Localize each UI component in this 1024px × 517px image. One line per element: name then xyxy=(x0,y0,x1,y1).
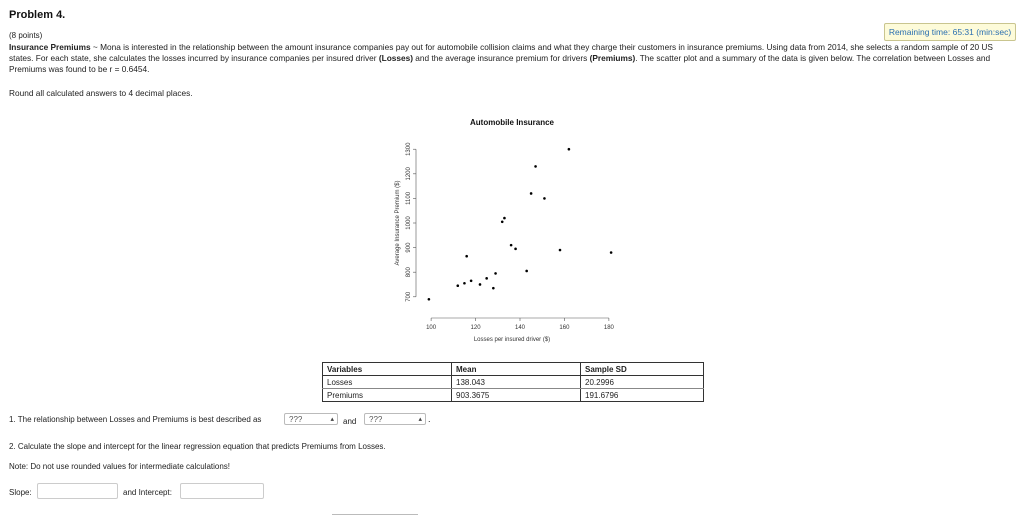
scatter-point xyxy=(465,255,468,258)
cell-sd: 20.2996 xyxy=(581,376,704,389)
description-mid: and the average insurance premium for drivers xyxy=(412,53,590,63)
x-tick-label: 180 xyxy=(603,325,614,331)
y-tick-label: 1300 xyxy=(406,142,412,156)
topic-label: Insurance Premiums xyxy=(9,42,91,52)
description-end: . The scatter plot and a summary of the data is given below. The correlation between Losses and Premiums was found to be r = 0.6454. xyxy=(9,53,991,74)
scatter-point xyxy=(463,282,466,285)
scatter-point xyxy=(494,272,497,275)
x-tick-label: 100 xyxy=(426,325,437,331)
question-2-text: 2. Calculate the slope and intercept for the linear regression equation that predicts Premiums from Losses. xyxy=(9,442,386,451)
chart-title: Automobile Insurance xyxy=(469,118,555,127)
scatter-point xyxy=(456,284,459,287)
y-tick-label: 1100 xyxy=(406,191,412,205)
summary-table xyxy=(322,362,704,402)
select-arrows-icon: ▴ xyxy=(330,416,334,423)
scatter-plot xyxy=(390,108,634,352)
scatter-point xyxy=(530,192,533,195)
y-tick-label: 1200 xyxy=(406,167,412,181)
problem-description xyxy=(9,42,1017,75)
y-tick-label: 800 xyxy=(406,267,412,278)
points-label: (8 points) xyxy=(9,31,43,40)
rounding-instruction: Round all calculated answers to 4 decimal places. xyxy=(9,88,193,98)
header-sample-sd: Sample SD xyxy=(581,363,704,376)
scatter-point xyxy=(470,279,473,282)
x-axis-label: Losses per insured driver ($) xyxy=(473,337,551,343)
select-arrows-icon: ▴ xyxy=(418,416,422,423)
table-row xyxy=(323,376,704,389)
scatter-point xyxy=(492,287,495,290)
x-tick-label: 120 xyxy=(470,325,481,331)
scatter-point xyxy=(501,220,504,223)
table-row xyxy=(323,389,704,402)
y-axis-label: Average Insurance Premium ($) xyxy=(395,180,401,266)
scatter-point xyxy=(510,244,513,247)
y-tick-label: 1000 xyxy=(406,216,412,230)
scatter-point xyxy=(503,217,506,220)
header-variables: Variables xyxy=(323,363,452,376)
scatter-point xyxy=(428,298,431,301)
premiums-term: (Premiums) xyxy=(589,53,636,63)
slope-label: Slope: xyxy=(9,488,32,497)
remaining-time-badge: Remaining time: 65:31 (min:sec) xyxy=(884,23,1016,41)
description-text: ~ Mona is interested in the relationship between the amount insurance companies pay out for automobile collision claims and what they charge their customers in insurance premiums. Using data from 2014, she selects a random sample of 20 US states. For each state, she calculates the losses incurred by insurance companies per insured driver xyxy=(9,42,993,63)
scatter-point xyxy=(479,283,482,286)
question-1-period: . xyxy=(428,414,431,424)
question-1-text: 1. The relationship between Losses and Premiums is best described as xyxy=(9,415,262,424)
cell-sd: 191.6796 xyxy=(581,389,704,402)
intercept-label: and Intercept: xyxy=(123,488,172,497)
scatter-point xyxy=(525,270,528,273)
scatter-point xyxy=(485,277,488,280)
relationship-select-2[interactable] xyxy=(364,413,426,425)
losses-term: (Losses) xyxy=(378,53,413,63)
scatter-point xyxy=(559,249,562,252)
cell-mean: 903.3675 xyxy=(452,389,581,402)
select-2-value: ??? xyxy=(369,415,383,424)
cell-variable: Premiums xyxy=(323,389,452,402)
relationship-select-1[interactable] xyxy=(284,413,338,425)
cell-variable: Losses xyxy=(323,376,452,389)
scatter-point xyxy=(610,251,613,254)
scatter-point xyxy=(543,197,546,200)
summary-header-row xyxy=(323,363,704,376)
y-tick-label: 700 xyxy=(406,291,412,302)
x-tick-label: 160 xyxy=(559,325,570,331)
scatter-point xyxy=(514,248,517,251)
intercept-input[interactable] xyxy=(180,483,264,499)
cell-mean: 138.043 xyxy=(452,376,581,389)
scatter-point xyxy=(568,148,571,151)
header-mean: Mean xyxy=(452,363,581,376)
y-tick-label: 900 xyxy=(406,242,412,253)
scatter-point xyxy=(534,165,537,168)
and-label: and xyxy=(343,417,357,426)
note-text: Note: Do not use rounded values for intermediate calculations! xyxy=(9,462,231,471)
scatter-plot-svg xyxy=(390,108,634,352)
problem-title: Problem 4. xyxy=(9,9,66,21)
select-1-value: ??? xyxy=(289,415,303,424)
slope-input[interactable] xyxy=(37,483,118,499)
x-tick-label: 140 xyxy=(514,325,526,331)
